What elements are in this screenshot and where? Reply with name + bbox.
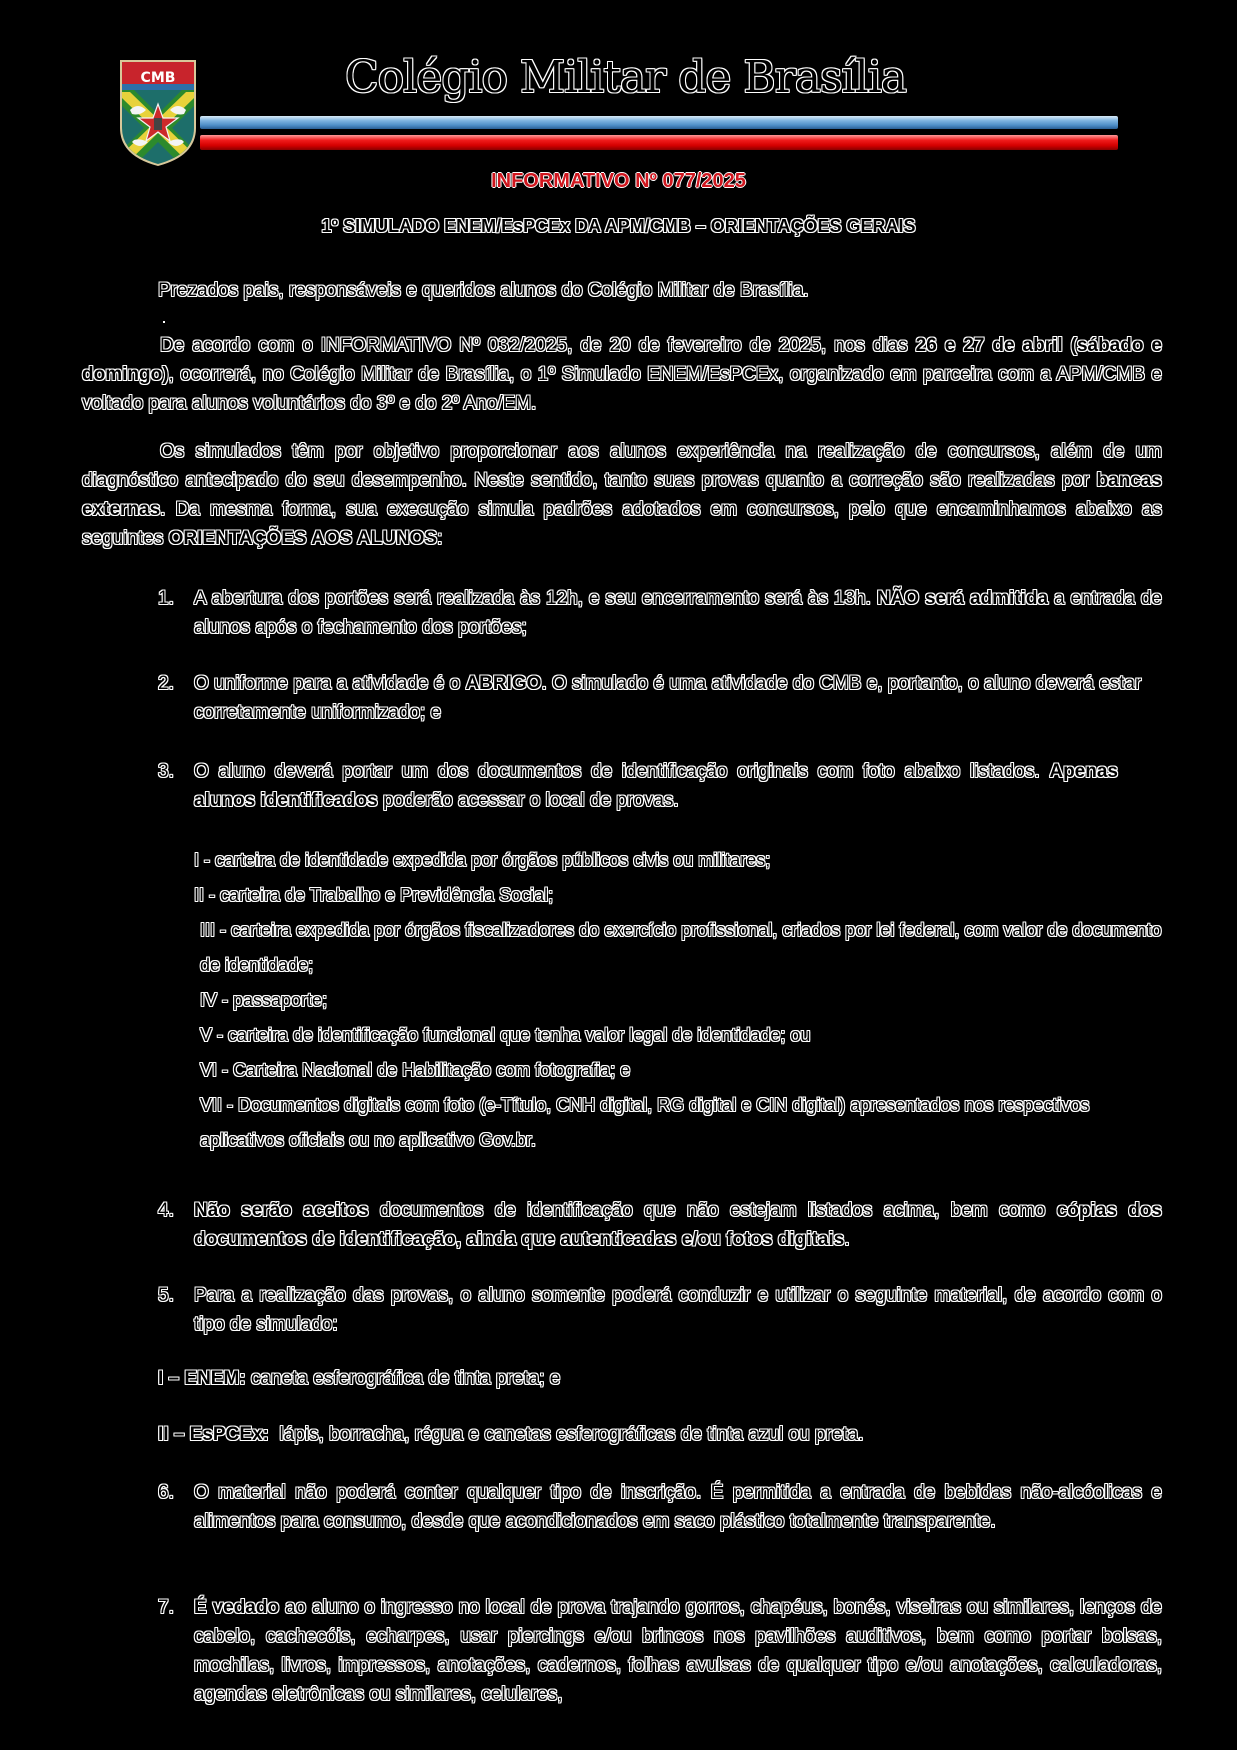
text: De acordo com o INFORMATIVO Nº 032/2025, de 20 de fevereiro de 2025, nos dias [160, 335, 916, 356]
bold-text: Não serão aceitos [194, 1200, 369, 1221]
list-item-1 [158, 584, 1162, 642]
item-number: 3. [158, 761, 174, 782]
bold-orientacoes: ORIENTAÇÕES AOS ALUNOS [168, 528, 438, 549]
informativo-number: INFORMATIVO Nº 077/2025 [491, 170, 746, 192]
stray-dot [163, 321, 165, 323]
documents-list [194, 843, 1164, 1158]
list-item-6 [158, 1478, 1162, 1536]
text: . O simulado é uma atividade do CMB e, portanto, o aluno deverá estar corretamente uniformizado; e [194, 673, 1142, 723]
school-name: Colégio Militar de Brasília [345, 52, 907, 103]
material-text: lápis, borracha, régua e canetas esferográficas de tinta azul ou preta. [268, 1424, 864, 1445]
material-label: II – EsPCEx: [158, 1424, 269, 1445]
text: a entrada de alunos após o fechamento dos portões; [194, 588, 1162, 638]
shield-icon [118, 58, 198, 166]
material-text: caneta esferográfica de tinta preta; e [245, 1368, 561, 1389]
text: O uniforme para a atividade é o [194, 673, 466, 694]
list-item-2 [158, 669, 1162, 727]
item-number: 2. [158, 673, 174, 694]
bold-text: cópias dos documentos de identificação, ainda que autenticadas e/ou fotos digitais [194, 1200, 1162, 1250]
greeting: Prezados pais, responsáveis e queridos alunos do Colégio Militar de Brasília. [158, 280, 809, 301]
document-item-iv: IV - passaporte; [200, 990, 328, 1010]
bold-text: ABRIGO [465, 673, 542, 694]
bold-text: Apenas alunos identificados [194, 761, 1118, 811]
document-item-i: I - carteira de identidade expedida por órgãos públicos civis ou militares; [194, 850, 771, 870]
text: poderão acessar o local de provas. [377, 790, 679, 811]
paragraph-intro [82, 331, 1162, 418]
document-item-v: V - carteira de identificação funcional que tenha valor legal de identidade; ou [200, 1025, 811, 1045]
text: : [437, 528, 443, 549]
text: ao aluno o ingresso no local de prova trajando gorros, chapéus, bonés, viseiras ou similares, lenços de cabelo, cachecóis, echarpes, usar piercings e/ou brincos nos pavilhões auditivos, bem como portar bolsas, mochilas, livros, impressos, anotações, cadernos, folhas avulsas de qualquer tipo e/ou anotações, calculadoras, agendas eletrônicas ou similares, celulares, [194, 1597, 1162, 1705]
material-enem [158, 1368, 560, 1390]
document-item-ii: II - carteira de Trabalho e Previdência Social; [194, 885, 554, 905]
item-number: 4. [158, 1200, 174, 1221]
document-subtitle: 1º SIMULADO ENEM/EsPCEx DA APM/CMB – ORIENTAÇÕES GERAIS [321, 216, 916, 236]
material-label: I – ENEM: [158, 1368, 246, 1389]
text: . Da mesma forma, sua execução simula padrões adotados em concursos, pelo que encaminhamos abaixo as seguintes [82, 499, 1162, 549]
header-stripe-blue [200, 116, 1118, 129]
document-item-vi: VI - Carteira Nacional de Habilitação com fotografia; e [200, 1060, 631, 1080]
item-number: 7. [158, 1597, 174, 1618]
item-number: 1. [158, 588, 174, 609]
cmb-shield-logo [118, 58, 198, 166]
text: , ocorrerá, no Colégio Militar de Brasília, o 1º Simulado ENEM/EsPCEx, organizado em parceira com a APM/CMB e voltado para alunos voluntários do 3º e do 2º Ano/EM. [82, 364, 1162, 414]
text: Para a realização das provas, o aluno somente poderá conduzir e utilizar o seguinte material, de acordo com o tipo de simulado: [194, 1285, 1162, 1335]
text: O material não poderá conter qualquer tipo de inscrição. É permitida a entrada de bebidas não-alcóolicas e alimentos para consumo, desde que acondicionados em saco plástico totalmente transparente. [194, 1482, 1162, 1532]
header-stripe-red [200, 135, 1118, 150]
text: documentos de identificação que não estejam listados acima, bem como [368, 1200, 1057, 1221]
item-number: 5. [158, 1285, 174, 1306]
paragraph-objective [82, 437, 1162, 553]
list-item-3 [158, 757, 1118, 815]
text: O aluno deverá portar um dos documentos de identificação originais com foto abaixo listados. [194, 761, 1050, 782]
document-item-vii: VII - Documentos digitais com foto (e-Título, CNH digital, RG digital e CIN digital) apresentados nos respectivos aplicativos oficiais ou no aplicativo Gov.br. [200, 1095, 1090, 1150]
text: . [844, 1229, 850, 1250]
svg-text:CMB: CMB [140, 70, 176, 86]
material-espcex [158, 1424, 864, 1446]
bold-text: NÃO será admitida [876, 588, 1049, 609]
list-item-7 [158, 1593, 1162, 1709]
list-item-4 [158, 1196, 1162, 1254]
document-item-iii: III - carteira expedida por órgãos fiscalizadores do exercício profissional, criados por lei federal, com valor de documento de identidade; [200, 920, 1162, 975]
text: A abertura dos portões será realizada às 12h, e seu encerramento será às 13h. [194, 588, 877, 609]
item-number: 6. [158, 1482, 174, 1503]
bold-text: bancas externas [82, 470, 1162, 520]
list-item-5 [158, 1281, 1162, 1339]
bold-text: É vedado [194, 1597, 280, 1618]
bold-dates: 26 e 27 de abril (sábado e domingo) [82, 335, 1162, 385]
text: Os simulados têm por objetivo proporcionar aos alunos experiência na realização de concursos, além de um diagnóstico antecipado do seu desempenho. Neste sentido, tanto suas provas quanto a correção são realizadas por [82, 441, 1162, 491]
